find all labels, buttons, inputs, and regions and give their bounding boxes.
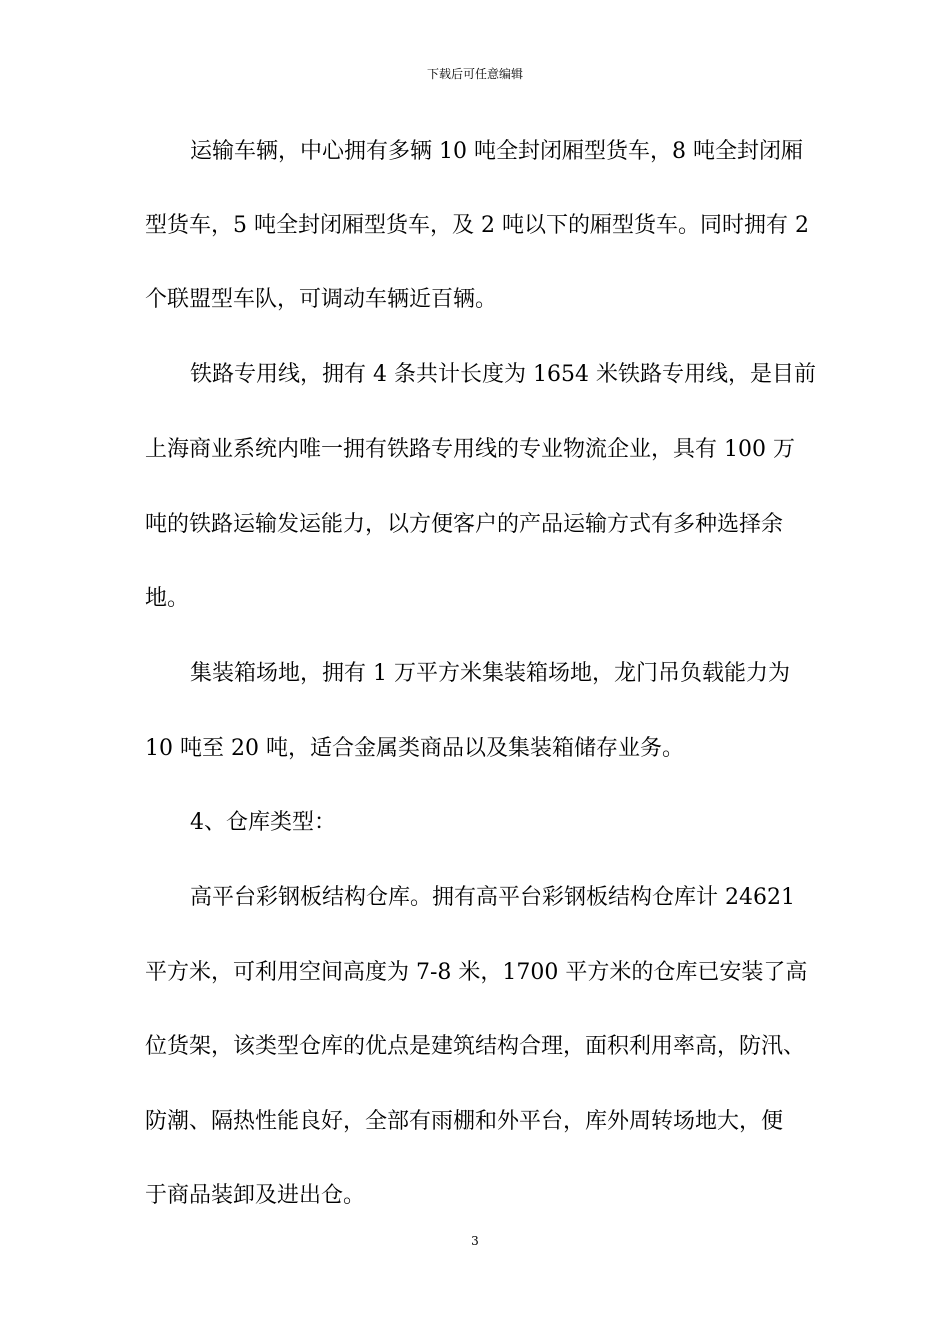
paragraph-line: 铁路专用线，拥有 4 条共计长度为 1654 米铁路专用线，是目前: [190, 362, 816, 387]
paragraph-line: 集装箱场地，拥有 1 万平方米集装箱场地，龙门吊负载能力为: [190, 661, 790, 686]
paragraph-line: 地。: [145, 586, 190, 611]
paragraph-line: 防潮、隔热性能良好，全部有雨棚和外平台，库外周转场地大，便: [145, 1109, 784, 1134]
paragraph-line: 运输车辆，中心拥有多辆 10 吨全封闭厢型货车，8 吨全封闭厢: [190, 139, 803, 164]
paragraph-line: 型货车，5 吨全封闭厢型货车，及 2 吨以下的厢型货车。同时拥有 2: [145, 213, 809, 238]
page-header: 下载后可任意编辑: [426, 67, 523, 81]
paragraph-line: 个联盟型车队，可调动车辆近百辆。: [145, 287, 498, 312]
paragraph-line: 位货架，该类型仓库的优点是建筑结构合理，面积利用率高，防汛、: [145, 1034, 806, 1059]
page-number: 3: [471, 1234, 479, 1248]
paragraph-line: 吨的铁路运输发运能力，以方便客户的产品运输方式有多种选择余: [145, 512, 784, 537]
section-heading: 4、仓库类型：: [190, 810, 336, 835]
paragraph-line: 10 吨至 20 吨，适合金属类商品以及集装箱储存业务。: [145, 736, 684, 761]
paragraph-line: 上海商业系统内唯一拥有铁路专用线的专业物流企业，具有 100 万: [145, 437, 795, 462]
paragraph-line: 高平台彩钢板结构仓库。拥有高平台彩钢板结构仓库计 24621: [190, 885, 795, 910]
paragraph-line: 于商品装卸及进出仓。: [145, 1183, 366, 1208]
paragraph-line: 平方米，可利用空间高度为 7-8 米，1700 平方米的仓库已安装了高: [145, 960, 808, 985]
